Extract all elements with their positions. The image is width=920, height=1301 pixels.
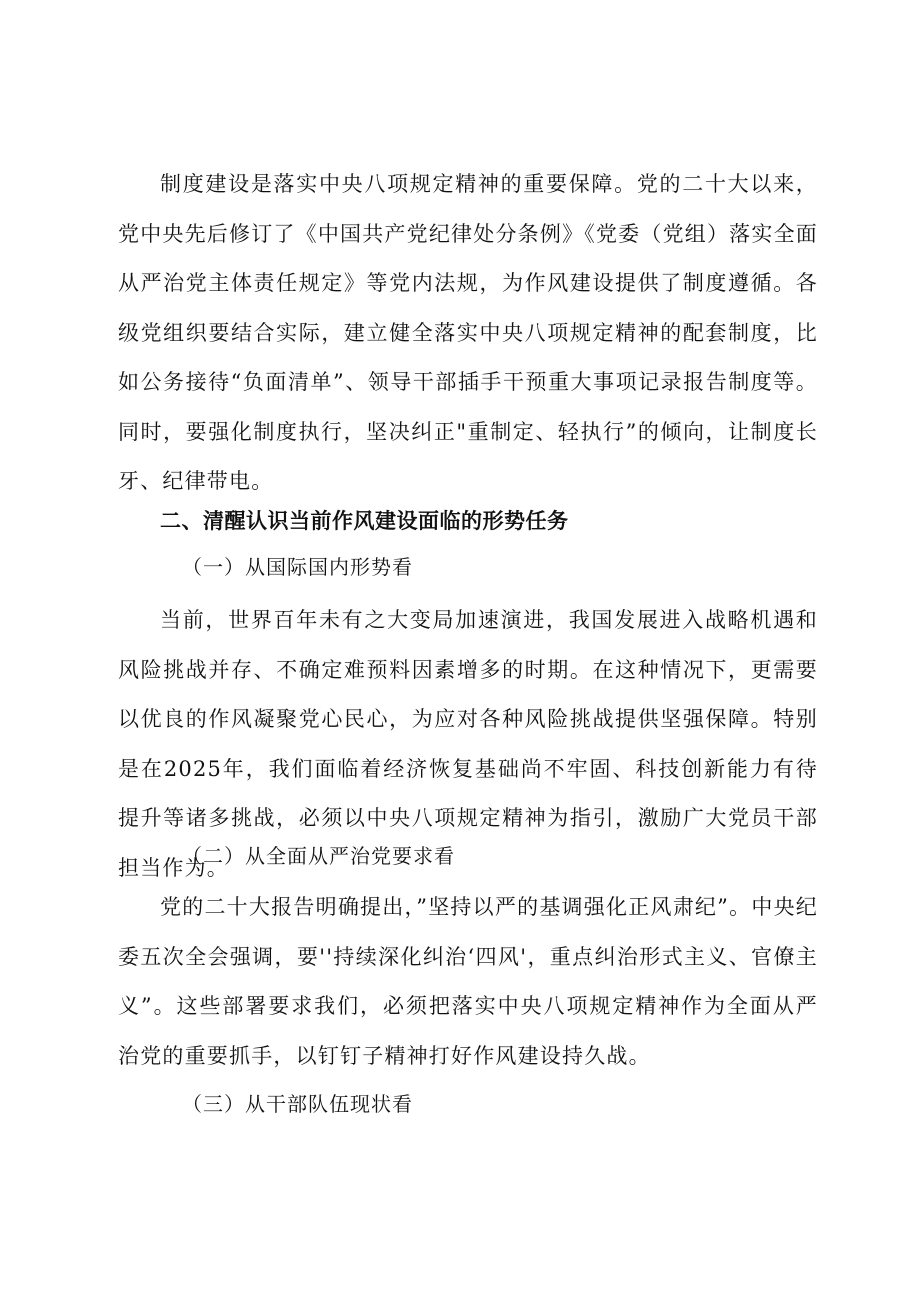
subsection-title-cadre-status: （三）从干部队伍现状看 bbox=[182, 1092, 413, 1116]
section-heading: 二、清醒认识当前作风建设面临的形势任务 bbox=[160, 509, 569, 533]
paragraph-party-requirements: 党的二十大报告明确提出，”坚持以严的基调强化正风肃纪”。中央纪委五次全会强调，要''持续深化纠治‘四风'，重点纠治形式主义、官僚主义”。这些部署要求我们，必须把落实中央八项规定精神作为全面从严治党的重要抓手，以钉钉子精神打好作风建设持久战。 bbox=[118, 895, 818, 1068]
paragraph-institution-building: 制度建设是落实中央八项规定精神的重要保障。党的二十大以来，党中央先后修订了《中国共产党纪律处分条例》《党委（党组）落实全面从严治党主体责任规定》等党内法规，为作风建设提供了制度遵循。各级党组织要结合实际，建立健全落实中央八项规定精神的配套制度，比如公务接待“负面清单”、领导干部插手干预重大事项记录报告制度等。同时，要强化制度执行，坚决纠正"重制定、轻执行”的倾向，让制度长牙、纪律带电。 bbox=[118, 172, 818, 493]
paragraph-situation: 当前，世界百年未有之大变局加速演进，我国发展进入战略机遇和风险挑战并存、不确定难预料因素增多的时期。在这种情况下，更需要以优良的作风凝聚党心民心，为应对各种风险挑战提供坚强保障。特别是在2025年，我们面临着经济恢复基础尚不牢固、科技创新能力有待提升等诸多挑战，必须以中央八项规定精神为指引，激励广大党员干部担当作为。 bbox=[118, 608, 818, 880]
subsection-title-party-governance: （二）从全面从严治党要求看 bbox=[182, 844, 455, 868]
subsection-title-international: （一）从国际国内形势看 bbox=[182, 555, 413, 579]
